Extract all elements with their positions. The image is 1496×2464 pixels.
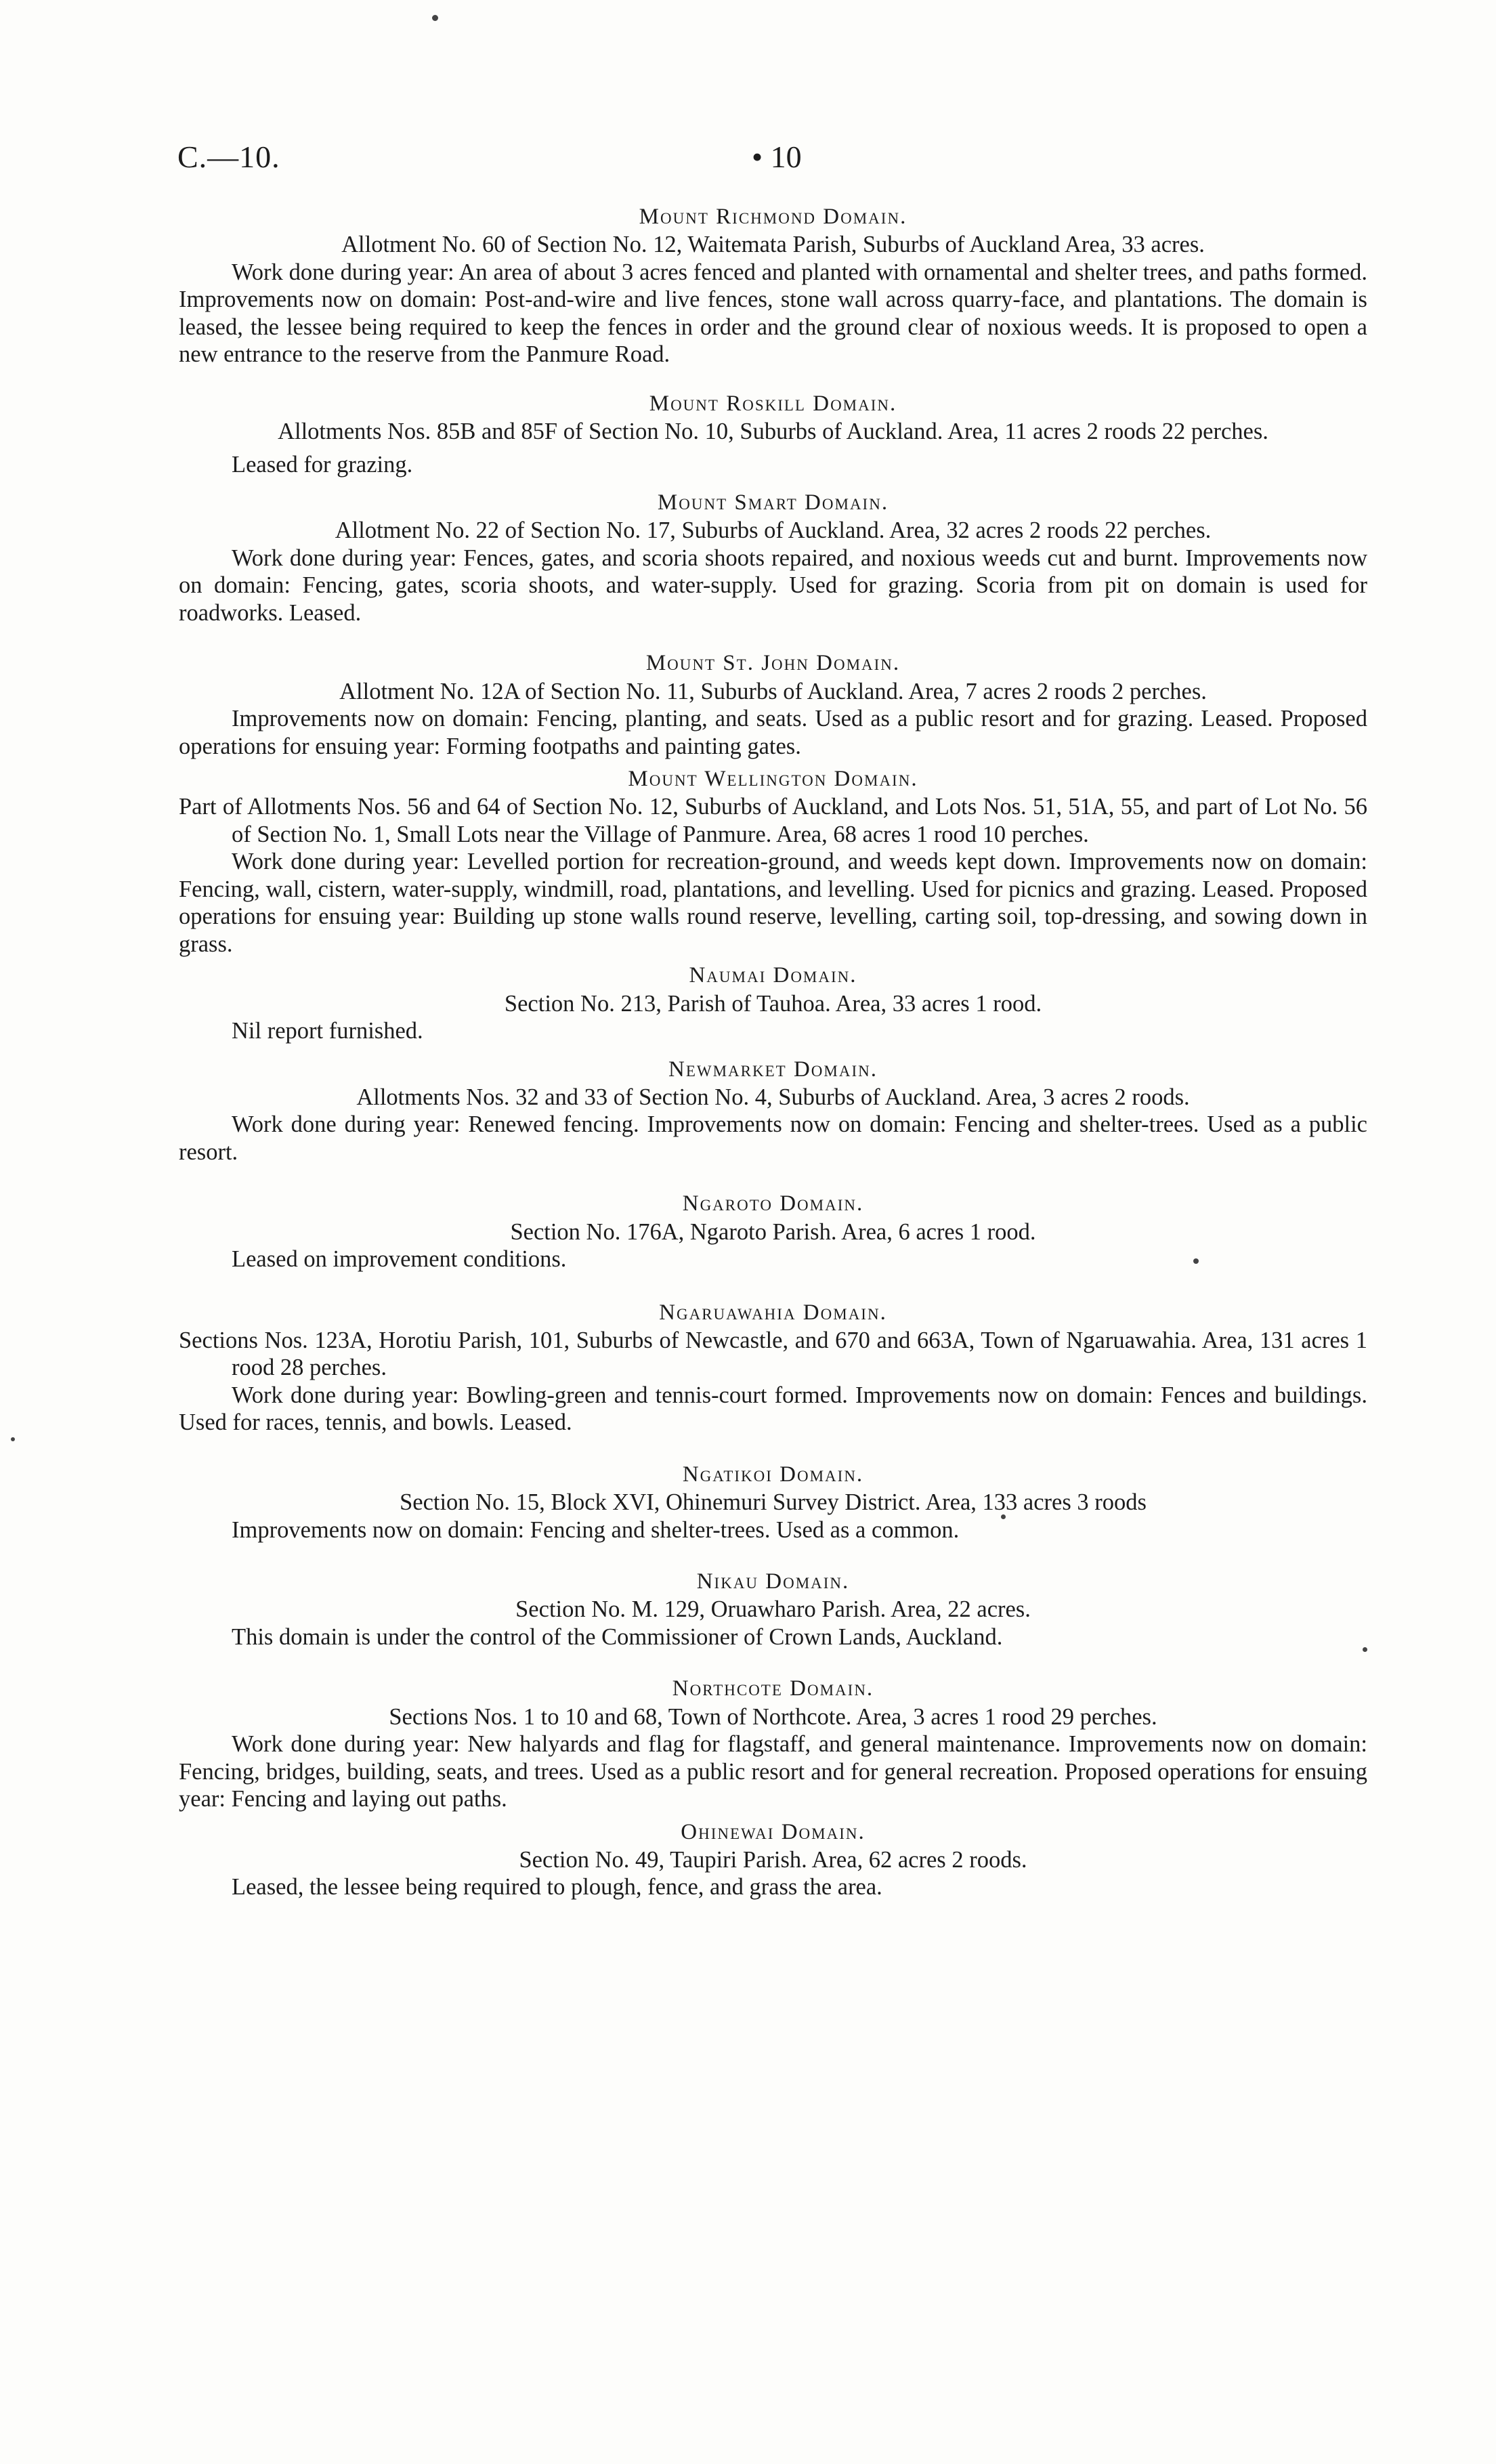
section-title: Ngaroto Domain. [682, 1191, 864, 1216]
section-description: Allotment No. 22 of Section No. 17, Suburbs of Auckland. Area, 32 acres 2 roods 22 perches. [335, 517, 1212, 544]
section-paragraph: Leased, the lessee being required to plough, fence, and grass the area. [232, 1874, 882, 1900]
section-paragraph: Work done during year: An area of about 3 acres fenced and planted with ornamental and shelter trees, and paths formed. Improvements now on domain: Post-and-wire and live fences, stone wall across quarry-face, and plantations. The domain is leased, the lessee being required to keep the fences in order and the ground clear of noxious weeds. It is proposed to open a new entrance to the reserve from the Panmure Road. [179, 259, 1367, 368]
section-ngaruawahia [179, 1299, 1367, 1437]
section-title: Mount Roskill Domain. [649, 391, 897, 416]
section-ohinewai [179, 1819, 1367, 1901]
section-nikau [179, 1568, 1367, 1651]
scan-speck [11, 1437, 15, 1441]
section-mount-richmond [179, 203, 1367, 368]
section-title: Newmarket Domain. [668, 1057, 878, 1082]
section-description: Part of Allotments Nos. 56 and 64 of Section No. 12, Suburbs of Auckland, and Lots Nos. 51, 51A, 55, and part of Lot No. 56 of Section No. 1, Small Lots near the Village of Panmure. Area, 68 acres 1 rood 10 perches. [179, 794, 1367, 847]
section-mount-wellington [179, 765, 1367, 958]
section-newmarket [179, 1056, 1367, 1166]
section-title: Northcote Domain. [672, 1676, 874, 1701]
section-description: Section No. M. 129, Oruawharo Parish. Area, 22 acres. [515, 1596, 1031, 1623]
document-body [179, 203, 1367, 1901]
section-naumai [179, 962, 1367, 1044]
section-paragraph: Work done during year: Levelled portion for recreation-ground, and weeds kept down. Improvements now on domain: Fencing, wall, cistern, water-supply, windmill, road, plantations, and levelling. Used for picnics and grazing. Leased. Proposed operations for ensuing year: Building up stone walls round reserve, levelling, carting soil, top-dressing, and sowing down in grass. [179, 849, 1367, 957]
section-paragraph: Improvements now on domain: Fencing, planting, and seats. Used as a public resort and for grazing. Leased. Proposed operations for ensuing year: Forming footpaths and painting gates. [179, 706, 1367, 759]
section-description: Sections Nos. 123A, Horotiu Parish, 101, Suburbs of Newcastle, and 670 and 663A, Town of Ngaruawahia. Area, 131 acres 1 rood 28 perches. [179, 1327, 1367, 1381]
section-mount-st-john [179, 650, 1367, 760]
report-code: C.—10. [177, 140, 280, 174]
section-paragraph: Work done during year: Fences, gates, and scoria shoots repaired, and noxious weeds cut and burnt. Improvements now on domain: Fencing, gates, scoria shoots, and water-supply. Used for grazing. Scoria from pit on domain is used for roadworks. Leased. [179, 545, 1367, 626]
page-number: • 10 [752, 140, 802, 174]
section-ngatikoi [179, 1461, 1367, 1544]
section-paragraph: Leased on improvement conditions. [232, 1246, 567, 1272]
section-title: Mount Wellington Domain. [628, 767, 918, 791]
section-description: Allotments Nos. 85B and 85F of Section No. 10, Suburbs of Auckland. Area, 11 acres 2 roods 22 perches. [278, 419, 1268, 444]
scan-speck [432, 15, 438, 21]
section-paragraph: Work done during year: New halyards and flag for flagstaff, and general maintenance. Improvements now on domain: Fencing, bridges, building, seats, and trees. Used as a public resort and for general recreation. Proposed operations for ensuing year: Fencing and laying out paths. [179, 1731, 1367, 1812]
section-title: Mount St. John Domain. [645, 651, 901, 676]
section-description: Section No. 15, Block XVI, Ohinemuri Survey District. Area, 133 acres 3 roods [400, 1489, 1147, 1515]
section-mount-smart [179, 489, 1367, 626]
section-description: Allotment No. 12A of Section No. 11, Suburbs of Auckland. Area, 7 acres 2 roods 2 perches. [339, 678, 1207, 704]
section-paragraph: Nil report furnished. [232, 1018, 423, 1044]
section-description: Section No. 49, Taupiri Parish. Area, 62 acres 2 roods. [519, 1846, 1027, 1873]
section-paragraph: Work done during year: Renewed fencing. Improvements now on domain: Fencing and shelter-trees. Used as a public resort. [179, 1111, 1367, 1165]
section-paragraph: Work done during year: Bowling-green and tennis-court formed. Improvements now on domain: Fences and buildings. Used for races, tennis, and bowls. Leased. [179, 1382, 1367, 1436]
section-description: Allotment No. 60 of Section No. 12, Waitemata Parish, Suburbs of Auckland Area, 33 acres. [341, 232, 1205, 258]
section-description: Sections Nos. 1 to 10 and 68, Town of Northcote. Area, 3 acres 1 rood 29 perches. [389, 1703, 1157, 1730]
section-ngaroto [179, 1190, 1367, 1273]
section-description: Section No. 213, Parish of Tauhoa. Area, 33 acres 1 rood. [504, 990, 1042, 1017]
page-number-value: 10 [770, 140, 802, 174]
section-mount-roskill [179, 390, 1367, 478]
page-header [177, 139, 1369, 186]
section-title: Ngatikoi Domain. [682, 1462, 864, 1487]
section-title: Mount Richmond Domain. [639, 205, 907, 229]
section-title: Nikau Domain. [696, 1569, 850, 1594]
section-title: Mount Smart Domain. [657, 490, 889, 515]
section-paragraph: Leased for grazing. [232, 451, 413, 477]
section-title: Ohinewai Domain. [681, 1819, 865, 1844]
section-northcote [179, 1675, 1367, 1812]
section-title: Ngaruawahia Domain. [659, 1300, 887, 1325]
section-paragraph: This domain is under the control of the Commissioner of Crown Lands, Auckland. [232, 1623, 1003, 1650]
section-description: Section No. 176A, Ngaroto Parish. Area, 6 acres 1 rood. [510, 1218, 1036, 1245]
section-paragraph: Improvements now on domain: Fencing and shelter-trees. Used as a common. [232, 1516, 960, 1543]
section-title: Naumai Domain. [689, 963, 857, 988]
section-description: Allotments Nos. 32 and 33 of Section No. 4, Suburbs of Auckland. Area, 3 acres 2 roods. [356, 1084, 1190, 1110]
